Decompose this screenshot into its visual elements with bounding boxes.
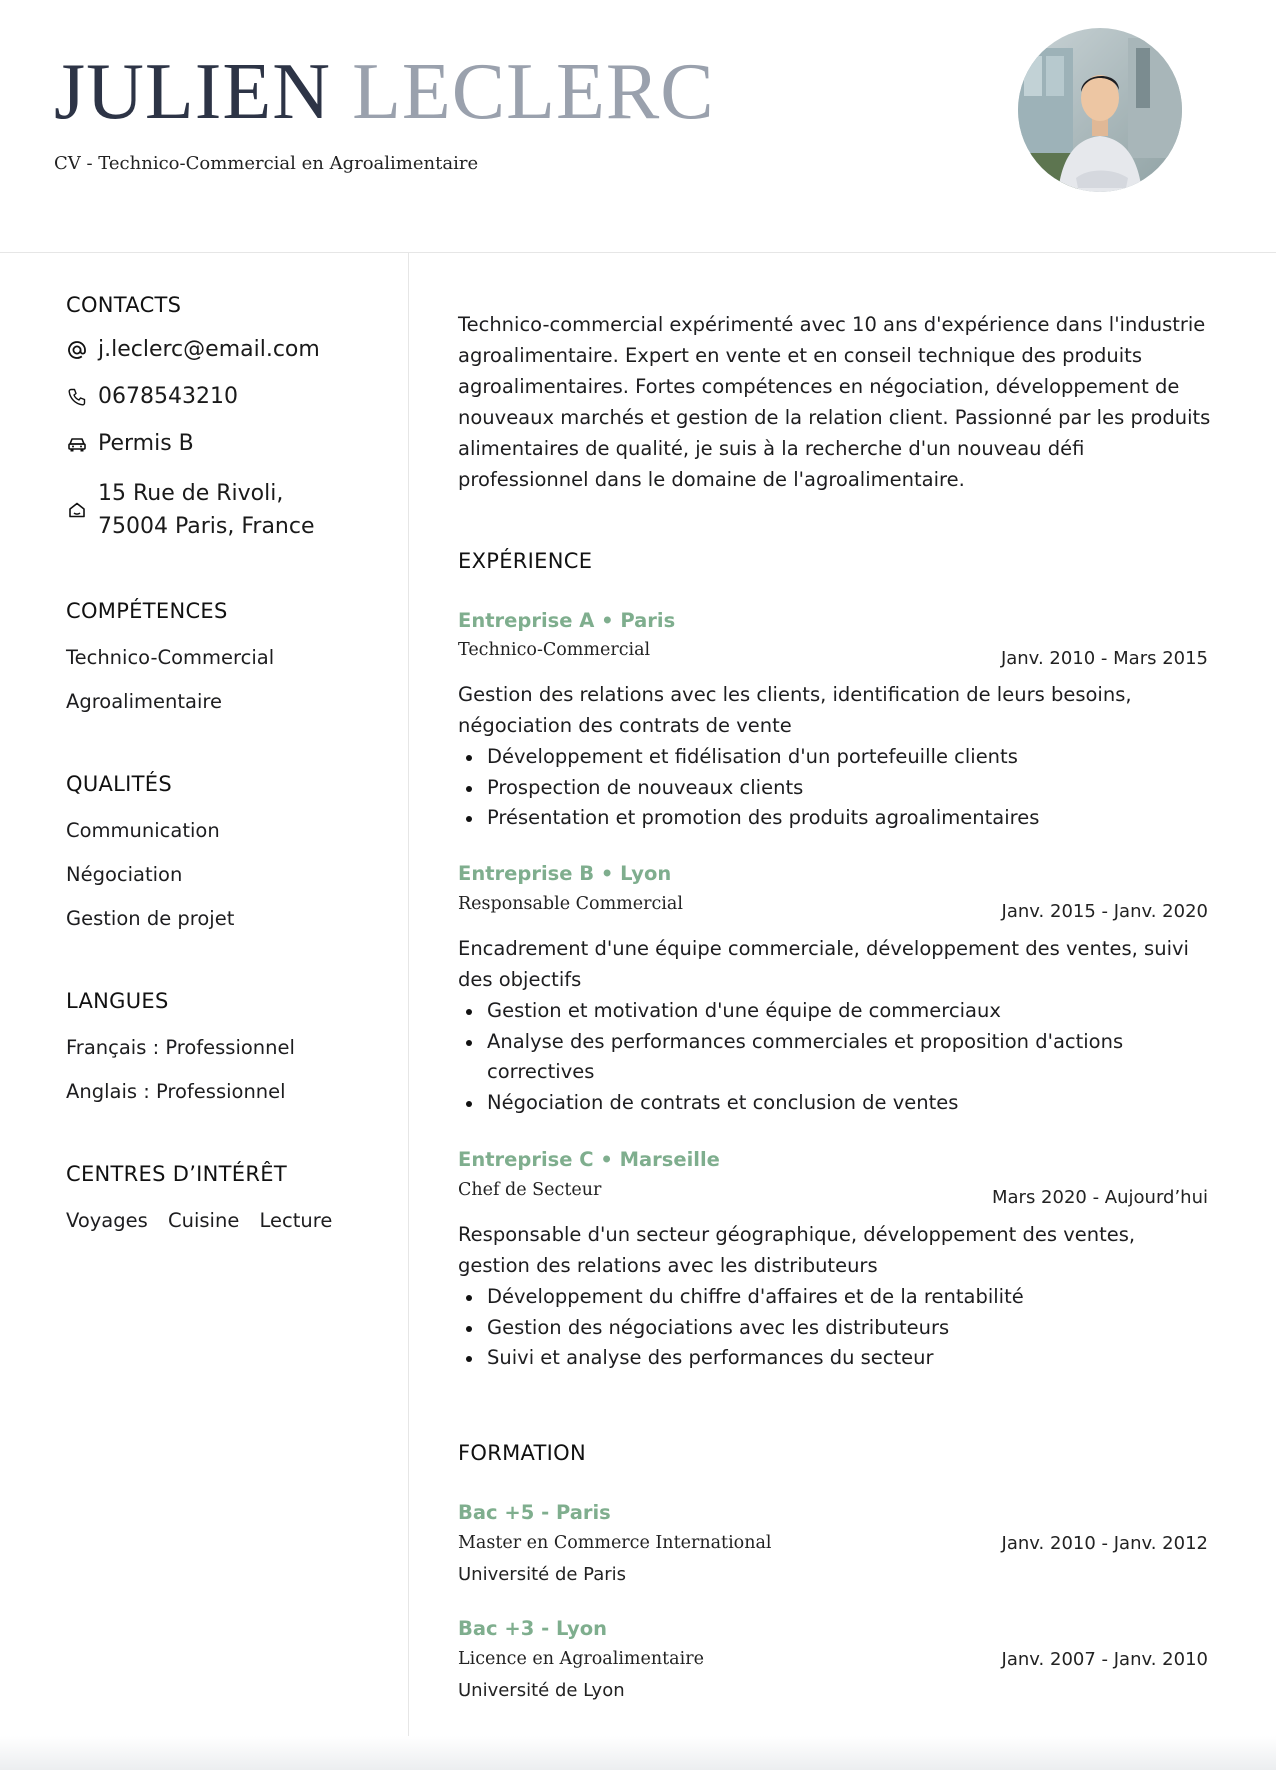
address-text: 15 Rue de Rivoli, 75004 Paris, France <box>98 481 315 539</box>
sidebar <box>0 253 409 1738</box>
bullet-item: Prospection de nouveaux clients <box>458 773 1198 804</box>
education-school: Université de Paris <box>458 1564 627 1585</box>
experience-dates: Janv. 2010 - Mars 2015 <box>1000 648 1208 669</box>
skill-item: Technico-Commercial <box>66 646 275 669</box>
at-icon <box>66 339 88 361</box>
bullet-item: Analyse des performances commerciales et proposition d'actions correctives <box>458 1027 1198 1088</box>
contact-phone[interactable] <box>66 384 238 409</box>
profile-photo <box>1018 28 1182 192</box>
bullet-item: Suivi et analyse des performances du secteur <box>458 1343 1198 1374</box>
bullet-item: Gestion des négociations avec les distributeurs <box>458 1313 1198 1344</box>
experience-role: Responsable Commercial <box>458 894 683 914</box>
experience-bullets <box>458 996 1198 1118</box>
bullet-item: Gestion et motivation d'une équipe de commerciaux <box>458 996 1198 1027</box>
bullet-item: Développement du chiffre d'affaires et de la rentabilité <box>458 1282 1198 1313</box>
skills-title: COMPÉTENCES <box>66 599 228 623</box>
experience-role: Chef de Secteur <box>458 1180 602 1200</box>
contact-license <box>66 431 194 456</box>
education-school: Université de Lyon <box>458 1680 625 1701</box>
experience-dates: Mars 2020 - Aujourd’hui <box>992 1187 1208 1208</box>
home-icon <box>66 499 88 521</box>
languages-title: LANGUES <box>66 989 169 1013</box>
experience-title: EXPÉRIENCE <box>458 549 593 573</box>
cv-header <box>0 0 1276 253</box>
car-icon <box>66 433 88 455</box>
candidate-name <box>54 48 715 136</box>
interest-item: Lecture <box>259 1209 333 1232</box>
experience-description: Responsable d'un secteur géographique, développement des ventes, gestion des relations avec les distributeurs <box>458 1223 1136 1277</box>
contact-address <box>66 477 358 543</box>
experience-company: Entreprise B • Lyon <box>458 862 672 885</box>
education-program: Master en Commerce International <box>458 1533 772 1553</box>
experience-description: Encadrement d'une équipe commerciale, développement des ventes, suivi des objectifs <box>458 937 1189 991</box>
experience-role: Technico-Commercial <box>458 640 651 660</box>
interests-title: CENTRES D’INTÉRÊT <box>66 1162 287 1186</box>
cv-subtitle: CV - Technico-Commercial en Agroalimentaire <box>54 153 479 174</box>
quality-item: Gestion de projet <box>66 907 235 930</box>
interest-item: Cuisine <box>167 1209 240 1232</box>
experience-bullets <box>458 1282 1198 1374</box>
experience-company: Entreprise A • Paris <box>458 609 676 632</box>
bullet-item: Négociation de contrats et conclusion de ventes <box>458 1088 1198 1119</box>
qualities-title: QUALITÉS <box>66 772 172 796</box>
contact-email[interactable] <box>66 337 320 362</box>
quality-item: Communication <box>66 819 220 842</box>
education-program: Licence en Agroalimentaire <box>458 1649 704 1669</box>
phone-icon <box>66 386 88 408</box>
experience-company: Entreprise C • Marseille <box>458 1148 720 1171</box>
education-title: FORMATION <box>458 1441 587 1465</box>
bullet-item: Développement et fidélisation d'un portefeuille clients <box>458 742 1198 773</box>
experience-dates: Janv. 2015 - Janv. 2020 <box>1001 901 1208 922</box>
interests-list <box>66 1209 346 1232</box>
last-name: LECLERC <box>352 48 715 136</box>
contacts-title: CONTACTS <box>66 293 182 317</box>
language-item: Anglais : Professionnel <box>66 1080 286 1103</box>
license-text: Permis B <box>98 431 194 456</box>
education-dates: Janv. 2007 - Janv. 2010 <box>1001 1649 1208 1670</box>
first-name: JULIEN <box>54 48 332 136</box>
interest-item: Voyages <box>66 1209 148 1232</box>
phone-text: 0678543210 <box>98 384 238 409</box>
profile-summary: Technico-commercial expérimenté avec 10 ans d'expérience dans l'industrie agroalimentaire. Expert en vente et en conseil technique des produits agroalimentaires. Fortes compétences en négociation, développement de nouveaux marchés et gestion de la relation client. Passionné par les produits alimentaires de qualité, je suis à la recherche d'un nouveau défi professionnel dans le domaine de l'agroalimentaire. <box>458 313 1211 491</box>
education-dates: Janv. 2010 - Janv. 2012 <box>1001 1533 1208 1554</box>
experience-description: Gestion des relations avec les clients, identification de leurs besoins, négociation des contrats de vente <box>458 683 1132 737</box>
bullet-item: Présentation et promotion des produits agroalimentaires <box>458 803 1198 834</box>
language-item: Français : Professionnel <box>66 1036 295 1059</box>
quality-item: Négociation <box>66 863 183 886</box>
education-degree: Bac +5 - Paris <box>458 1501 611 1524</box>
experience-bullets <box>458 742 1198 834</box>
skill-item: Agroalimentaire <box>66 690 222 713</box>
email-text: j.leclerc@email.com <box>98 337 320 362</box>
page-bottom-edge <box>0 1736 1276 1770</box>
education-degree: Bac +3 - Lyon <box>458 1617 608 1640</box>
